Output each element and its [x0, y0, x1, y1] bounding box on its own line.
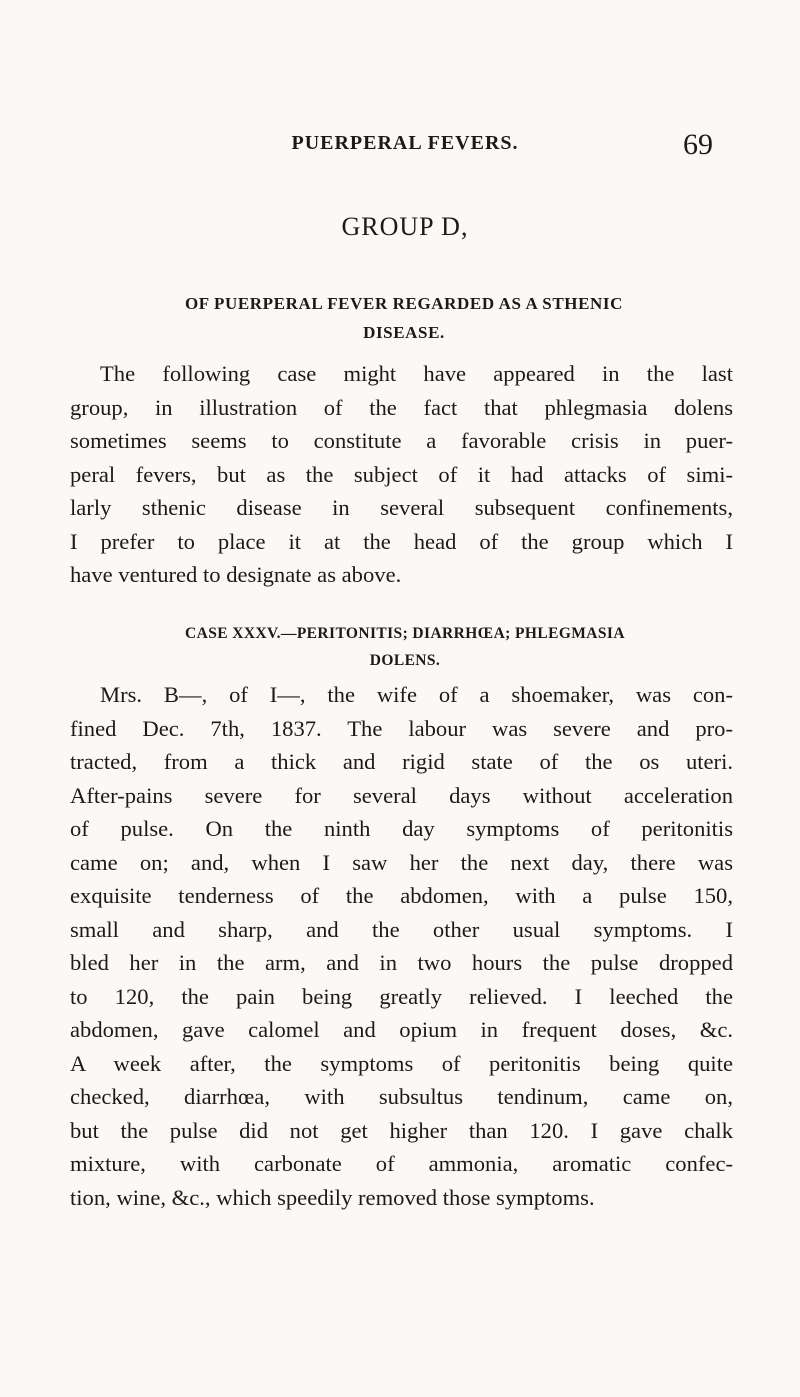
running-title: PUERPERAL FEVERS. — [291, 132, 519, 154]
running-head — [55, 128, 755, 162]
paragraph-line: have ventured to designate as above. — [70, 562, 402, 587]
case-heading — [70, 620, 740, 674]
paragraph-line: sometimes seems to constitute a favorable crisis in puer- — [70, 428, 733, 453]
paragraph-line: A week after, the symptoms of peritonitis being quite — [70, 1050, 733, 1076]
case-heading-line: CASE XXXV.—PERITONITIS; DIARRHŒA; PHLEGMASIA — [185, 625, 625, 642]
group-heading: GROUP D, — [341, 212, 469, 241]
group-subheading-line: DISEASE. — [363, 323, 445, 342]
paragraph-line: abdomen, gave calomel and opium in frequent doses, &c. — [70, 1017, 733, 1042]
paragraph-line: I prefer to place it at the head of the group which I — [70, 528, 733, 554]
paragraph-line: After-pains severe for several days without acceleration — [70, 782, 733, 808]
paragraph-line: checked, diarrhœa, with subsultus tendinum, came on, — [70, 1084, 733, 1109]
paragraph-line: mixture, with carbonate of ammonia, aromatic confec- — [70, 1151, 733, 1176]
paragraph-line: of pulse. On the ninth day symptoms of peritonitis — [70, 816, 733, 841]
paragraph-line: larly sthenic disease in several subsequent confinements, — [70, 495, 733, 520]
paragraph-line: tracted, from a thick and rigid state of the os uteri. — [70, 749, 733, 774]
paragraph-line: fined Dec. 7th, 1837. The labour was severe and pro- — [70, 715, 733, 741]
page-number: 69 — [683, 128, 713, 161]
paragraph-line: bled her in the arm, and in two hours the pulse dropped — [70, 950, 733, 975]
paragraph-line: to 120, the pain being greatly relieved. I leeched the — [70, 983, 733, 1009]
case-heading-line: DOLENS. — [369, 652, 441, 669]
paragraph-line: peral fevers, but as the subject of it had attacks of simi- — [70, 461, 733, 487]
group-subheading-line: OF PUERPERAL FEVER REGARDED AS A STHENIC — [184, 294, 624, 313]
paragraph-line: exquisite tenderness of the abdomen, with a pulse 150, — [70, 883, 733, 908]
case-paragraph — [70, 678, 733, 1214]
paragraph-line: tion, wine, &c., which speedily removed those symptoms. — [70, 1184, 595, 1210]
group-subheading — [70, 289, 738, 347]
paragraph-line: The following case might have appeared in the last — [100, 361, 733, 386]
paragraph-line: Mrs. B—, of I—, the wife of a shoemaker, was con- — [100, 682, 733, 707]
paragraph-line: but the pulse did not get higher than 120. I gave chalk — [70, 1117, 733, 1143]
paragraph-line: came on; and, when I saw her the next day, there was — [70, 849, 733, 875]
paragraph-line: group, in illustration of the fact that phlegmasia dolens — [70, 394, 733, 420]
intro-paragraph — [70, 357, 733, 592]
paragraph-line: small and sharp, and the other usual symptoms. I — [70, 916, 733, 942]
